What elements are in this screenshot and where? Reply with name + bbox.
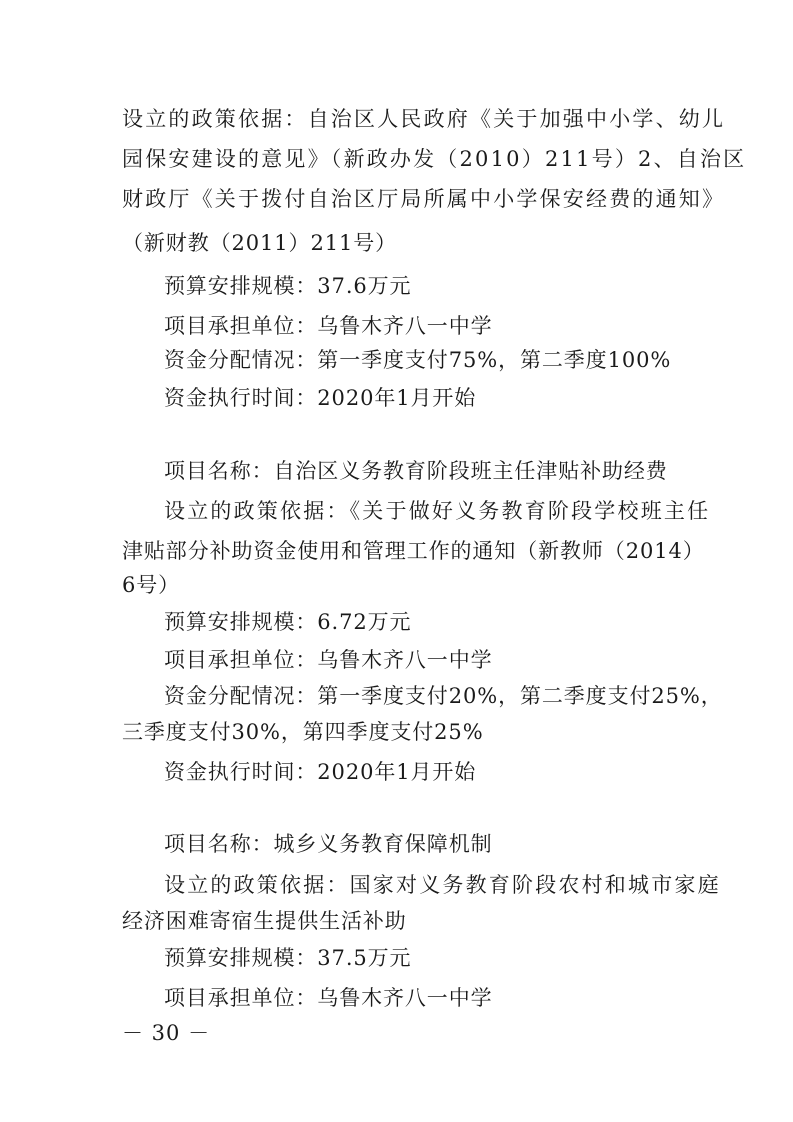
section3-unit: 项目承担单位：乌鲁木齐八一中学 xyxy=(164,986,493,1010)
section2-unit: 项目承担单位：乌鲁木齐八一中学 xyxy=(164,648,493,672)
section1-policy-line4: （新财教（2011）211号） xyxy=(122,231,398,255)
section3-budget: 预算安排规模：37.5万元 xyxy=(164,946,412,970)
section3-name: 项目名称：城乡义务教育保障机制 xyxy=(164,832,493,856)
section1-policy-line1: 设立的政策依据：自治区人民政府《关于加强中小学、幼儿 xyxy=(122,107,726,131)
section3-policy-line1: 设立的政策依据：国家对义务教育阶段农村和城市家庭 xyxy=(164,873,721,897)
section2-budget: 预算安排规模：6.72万元 xyxy=(164,610,412,634)
section2-policy-line1: 设立的政策依据：《关于做好义务教育阶段学校班主任 xyxy=(164,499,711,523)
section3-policy-line2: 经济困难寄宿生提供生活补助 xyxy=(122,909,407,933)
section1-policy-line2: 园保安建设的意见》（新政办发（2010）211号）2、自治区 xyxy=(122,147,747,171)
page-number: － 30 － xyxy=(122,1021,211,1045)
section2-allocation-line1: 资金分配情况：第一季度支付20%，第二季度支付25%， xyxy=(164,684,723,708)
section1-execution: 资金执行时间：2020年1月开始 xyxy=(164,386,477,410)
section2-policy-line2: 津贴部分补助资金使用和管理工作的通知（新教师（2014） xyxy=(122,539,705,563)
section1-policy-line3: 财政厅《关于拨付自治区厅局所属中小学保安经费的通知》 xyxy=(122,187,726,211)
section2-name: 项目名称：自治区义务教育阶段班主任津贴补助经费 xyxy=(164,459,668,483)
section1-budget: 预算安排规模：37.6万元 xyxy=(164,274,412,298)
section2-allocation-line2: 三季度支付30%，第四季度支付25% xyxy=(122,720,484,744)
section2-execution: 资金执行时间：2020年1月开始 xyxy=(164,760,477,784)
section1-allocation: 资金分配情况：第一季度支付75%，第二季度100% xyxy=(164,348,672,372)
section1-unit: 项目承担单位：乌鲁木齐八一中学 xyxy=(164,314,493,338)
section2-policy-line3: 6号） xyxy=(122,573,181,597)
